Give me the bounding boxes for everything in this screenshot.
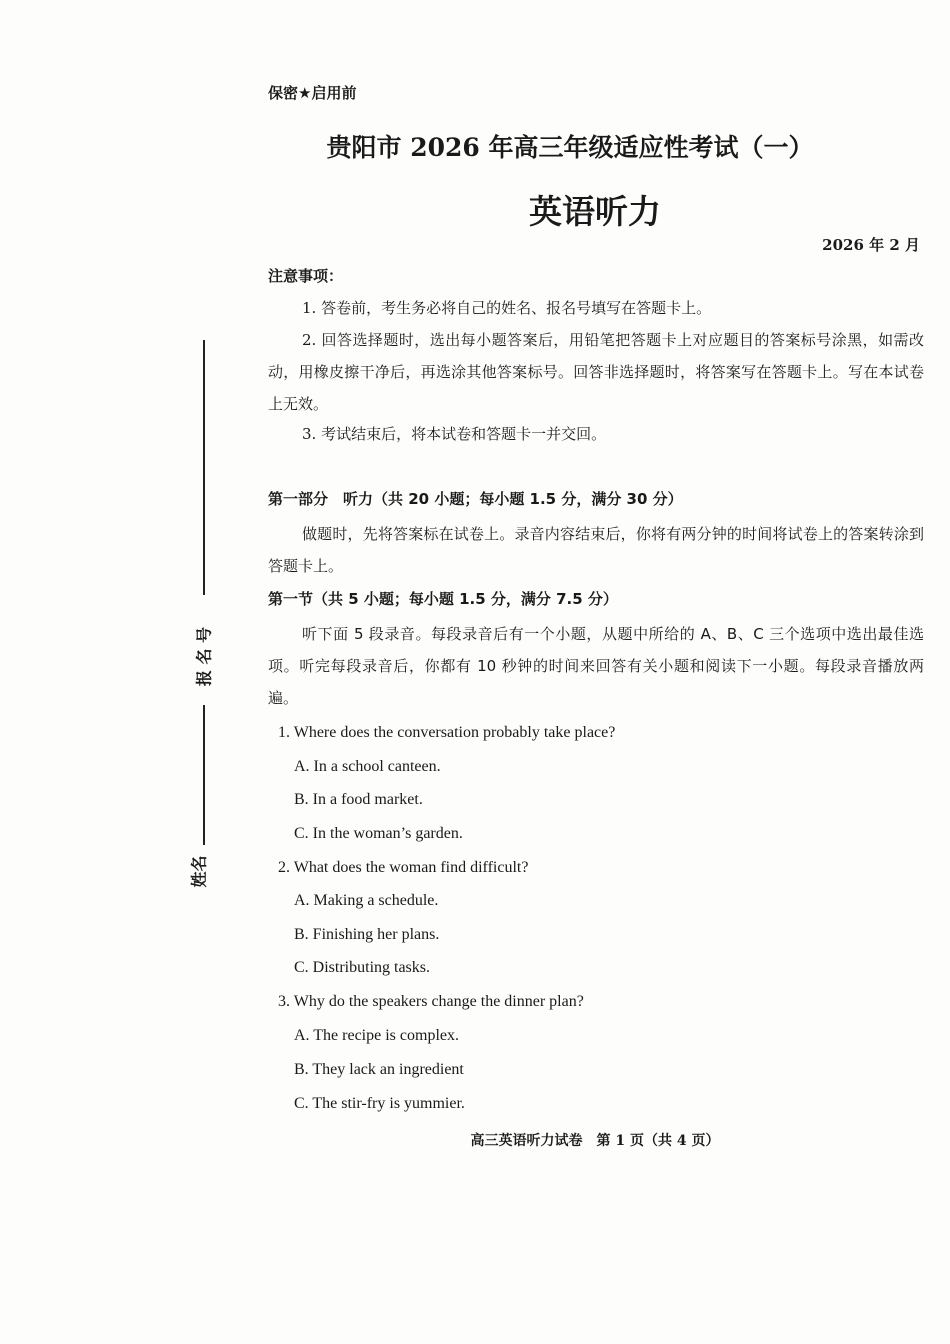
subject-title: 英语听力 xyxy=(529,192,661,231)
registration-line-bottom xyxy=(203,705,205,845)
name-label: 姓名 xyxy=(189,855,209,888)
registration-line-top xyxy=(203,340,205,595)
question-1-option-a: A. In a school canteen. xyxy=(294,758,441,775)
question-1-option-b: B. In a food market. xyxy=(294,791,423,808)
question-3-stem: 3. Why do the speakers change the dinner plan? xyxy=(278,993,584,1010)
question-2-option-a: A. Making a schedule. xyxy=(294,892,439,909)
question-3-option-c: C. The stir-fry is yummier. xyxy=(294,1095,465,1112)
question-3-option-b: B. They lack an ingredient xyxy=(294,1061,464,1078)
question-2-stem: 2. What does the woman find difficult? xyxy=(278,859,529,876)
section-one-instruction: 听下面 5 段录音。每段录音后有一个小题，从题中所给的 A、B、C 三个选项中选出最佳选项。听完每段录音后，你都有 10 秒钟的时间来回答有关小题和阅读下一小题。每段录音播放两遍。 xyxy=(268,625,924,707)
confidential-mark: 保密★启用前 xyxy=(268,84,357,102)
question-2-option-c: C. Distributing tasks. xyxy=(294,959,431,976)
question-3-option-a: A. The recipe is complex. xyxy=(294,1027,459,1044)
notice-heading: 注意事项： xyxy=(268,267,344,285)
registration-number-label: 报 名 号 xyxy=(194,626,214,687)
exam-date: 2026 年 2 月 xyxy=(822,236,920,254)
page-footer: 高三英语听力试卷 第 1 页（共 4 页） xyxy=(470,1133,720,1149)
question-1-option-c: C. In the woman’s garden. xyxy=(294,825,463,842)
exam-title: 贵阳市 2026 年高三年级适应性考试（一） xyxy=(326,133,814,162)
section-one-heading: 第一节（共 5 小题；每小题 1.5 分，满分 7.5 分） xyxy=(268,590,618,608)
notice-item-2: 2. 回答选择题时，选出每小题答案后，用铅笔把答题卡上对应题目的答案标号涂黑，如需改动，用橡皮擦干净后，再选涂其他答案标号。回答非选择题时，将答案写在答题卡上。写在本试卷上无效。 xyxy=(268,331,924,413)
notice-item-3: 3. 考试结束后，将本试卷和答题卡一并交回。 xyxy=(302,425,607,443)
part-one-instruction: 做题时，先将答案标在试卷上。录音内容结束后，你将有两分钟的时间将试卷上的答案转涂到答题卡上。 xyxy=(268,525,924,575)
question-1-stem: 1. Where does the conversation probably take place? xyxy=(278,724,616,741)
question-2-option-b: B. Finishing her plans. xyxy=(294,926,440,943)
notice-item-1: 1. 答卷前，考生务必将自己的姓名、报名号填写在答题卡上。 xyxy=(302,299,712,317)
part-one-heading: 第一部分 听力（共 20 小题；每小题 1.5 分，满分 30 分） xyxy=(268,490,683,508)
